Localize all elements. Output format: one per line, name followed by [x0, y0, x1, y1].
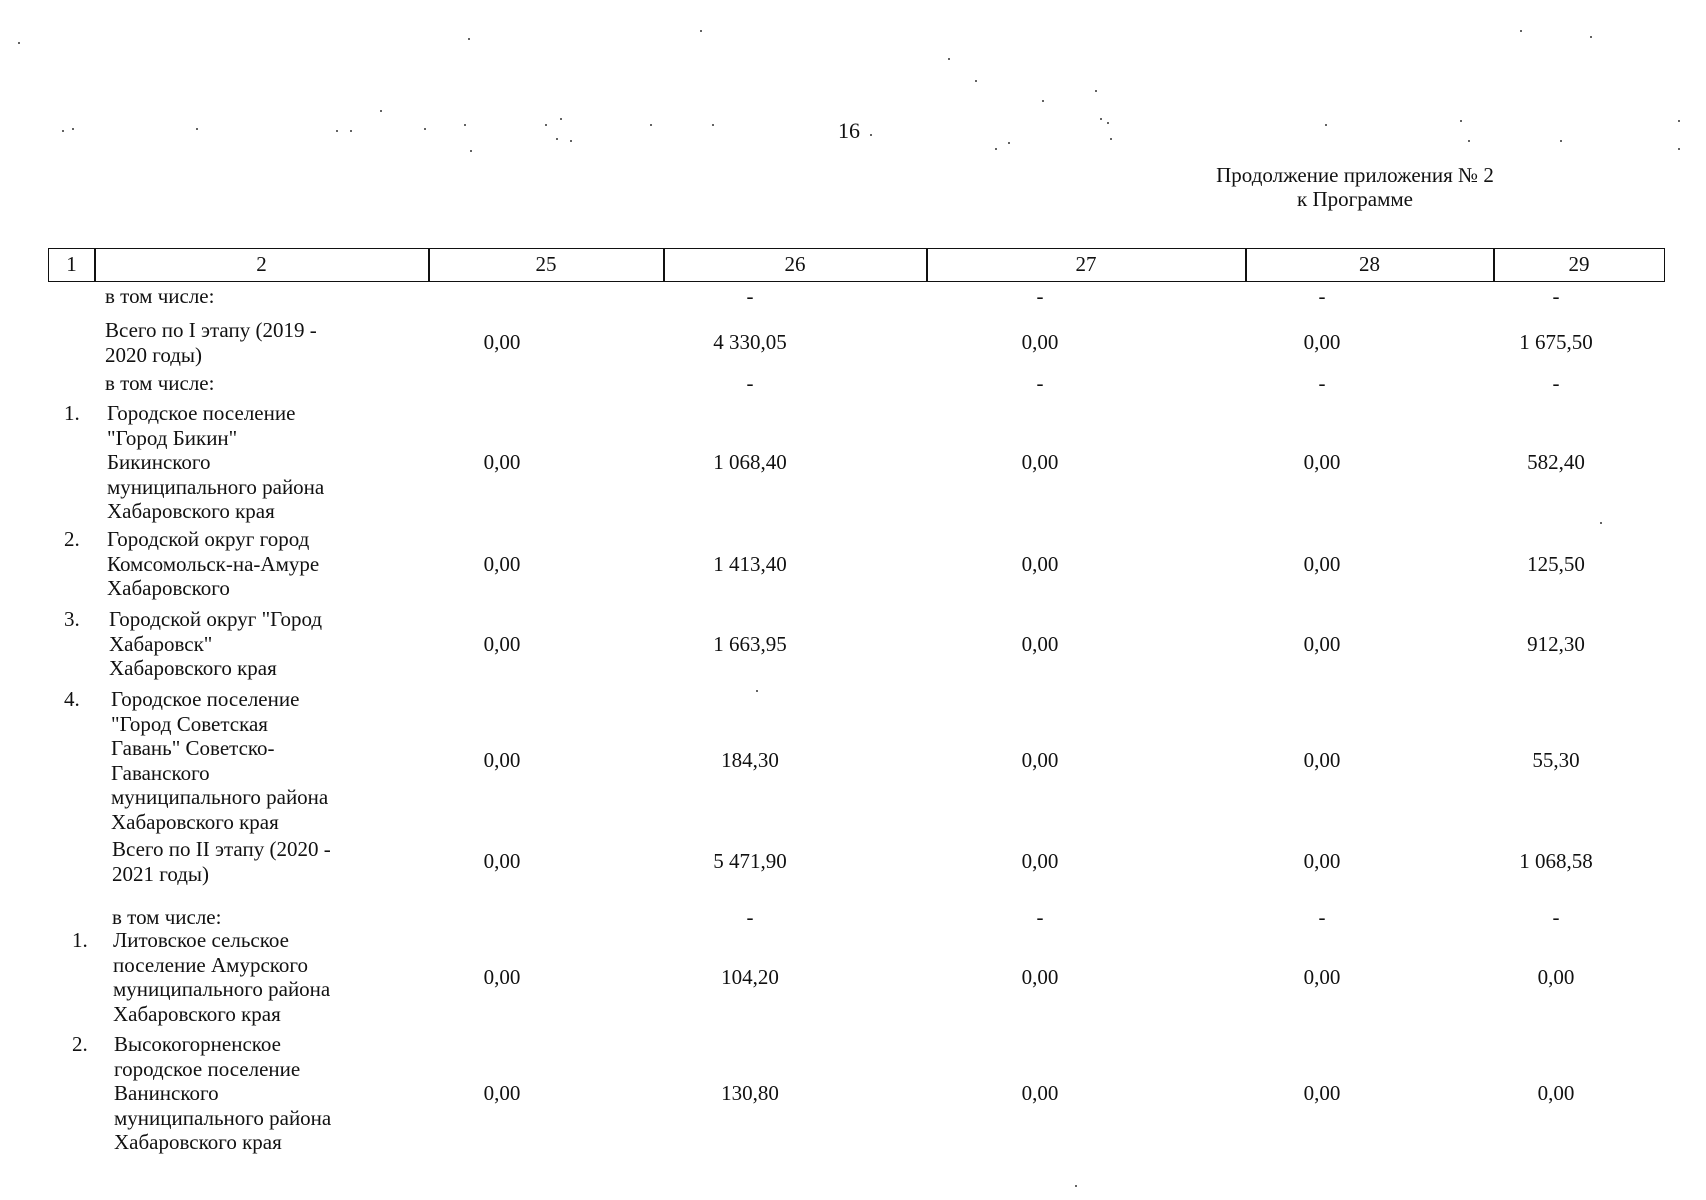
scan-speck: [1560, 140, 1562, 142]
row-label-line: Хабаровского: [107, 576, 230, 600]
scan-speck: [380, 110, 382, 112]
appendix-title-line-2: к Программе: [1297, 187, 1413, 211]
value-col-28: 0,00: [1303, 551, 1341, 576]
value-col-27: 0,00: [1021, 551, 1059, 576]
value-col-29: -: [1552, 905, 1560, 929]
row-label-line: городское поселение: [114, 1056, 301, 1081]
scan-speck: [1520, 30, 1522, 32]
scan-speck: [1095, 90, 1097, 92]
value-col-29: 912,30: [1527, 631, 1585, 656]
scan-speck: [756, 690, 758, 692]
scan-speck: [1100, 118, 1102, 120]
scan-speck: [1008, 142, 1010, 144]
scan-speck: [1590, 36, 1592, 38]
value-col-25: 0,00: [483, 551, 521, 576]
row-label: [109, 607, 322, 681]
scan-speck: [72, 128, 74, 130]
value-col-28: 0,00: [1303, 330, 1341, 355]
row-label: [112, 905, 221, 930]
value-col-29: 1 068,58: [1519, 849, 1593, 874]
row-label: [112, 837, 331, 886]
row-label-line: Хабаровского края: [113, 1001, 281, 1026]
scan-speck: [1678, 148, 1680, 150]
value-col-29: 125,50: [1527, 551, 1585, 576]
row-label-line: Хабаровского края: [114, 1130, 282, 1154]
value-col-25: 0,00: [483, 330, 521, 355]
row-label: [114, 1032, 331, 1155]
scan-speck: [336, 130, 338, 132]
value-col-29: 0,00: [1537, 1081, 1575, 1105]
value-col-27: -: [1036, 284, 1044, 308]
value-col-26: 4 330,05: [713, 330, 787, 355]
scan-speck: [870, 134, 872, 136]
value-col-29: 0,00: [1537, 964, 1575, 989]
value-col-27: 0,00: [1021, 849, 1059, 874]
row-label-line: Комсомольск-на-Амуре: [107, 551, 320, 576]
scan-speck: [545, 124, 547, 126]
row-label-line: муниципального района: [111, 785, 329, 809]
row-label-line: в том числе:: [112, 905, 222, 929]
value-col-28: 0,00: [1303, 1081, 1341, 1105]
row-label-line: в том числе:: [105, 284, 215, 308]
value-col-25: 0,00: [483, 631, 521, 656]
value-col-27: 0,00: [1021, 1081, 1059, 1105]
scan-speck: [350, 130, 352, 132]
scan-speck: [1460, 120, 1462, 122]
row-label: [105, 318, 317, 367]
value-col-28: 0,00: [1303, 849, 1341, 874]
value-col-28: 0,00: [1303, 748, 1341, 773]
value-col-26: 1 663,95: [713, 631, 787, 656]
value-col-25: 0,00: [483, 964, 521, 989]
row-label-line: Всего по I этапу (2019 -: [105, 318, 317, 342]
scan-speck: [196, 128, 198, 130]
row-label-line: Хабаровск": [109, 631, 213, 656]
value-col-29: -: [1552, 371, 1560, 395]
row-label-line: Городское поселение: [107, 401, 296, 425]
row-label-line: Бикинского: [107, 450, 211, 474]
scan-speck: [975, 80, 977, 82]
row-label-line: Городское поселение: [111, 687, 300, 711]
header-col-2: 2: [256, 252, 267, 276]
row-label-line: 2020 годы): [105, 342, 203, 367]
value-col-29: -: [1552, 284, 1560, 308]
value-col-27: 0,00: [1021, 964, 1059, 989]
row-label: [107, 527, 319, 601]
row-label-line: Хабаровского края: [111, 809, 279, 834]
value-col-28: 0,00: [1303, 450, 1341, 474]
scan-speck: [995, 148, 997, 150]
scan-speck: [1600, 522, 1602, 524]
value-col-26: 1 413,40: [713, 551, 787, 576]
header-col-28: 28: [1359, 252, 1380, 276]
scan-speck: [1325, 124, 1327, 126]
scan-speck: [1107, 122, 1109, 124]
row-label-line: Литовское сельское: [113, 928, 289, 952]
row-label-line: поселение Амурского: [113, 952, 309, 977]
value-col-25: 0,00: [483, 450, 521, 474]
scan-speck: [560, 118, 562, 120]
scan-speck: [468, 38, 470, 40]
header-col-1: 1: [66, 252, 77, 276]
value-col-28: 0,00: [1303, 964, 1341, 989]
scan-speck: [18, 42, 20, 44]
value-col-25: 0,00: [483, 748, 521, 773]
header-col-25: 25: [535, 252, 557, 276]
value-col-26: 130,80: [721, 1081, 779, 1105]
appendix-title: [1150, 163, 1560, 211]
scan-speck: [650, 124, 652, 126]
header-col-27: 27: [1075, 252, 1097, 276]
scan-speck: [1110, 138, 1112, 140]
row-label-line: муниципального района: [114, 1105, 332, 1130]
value-col-27: 0,00: [1021, 631, 1059, 656]
value-col-28: -: [1318, 905, 1326, 929]
row-label: [113, 928, 330, 1026]
row-label-line: муниципального района: [107, 474, 325, 499]
row-number: 4.: [64, 687, 80, 711]
row-number: 3.: [64, 607, 80, 631]
value-col-26: 184,30: [721, 748, 779, 773]
value-col-26: 1 068,40: [713, 450, 787, 474]
row-label: [105, 284, 214, 309]
header-col-26: 26: [784, 252, 806, 276]
row-label-line: Высокогорненское: [114, 1032, 281, 1056]
row-label-line: Городской округ "Город: [109, 607, 323, 631]
scan-speck: [1678, 120, 1680, 122]
value-col-27: -: [1036, 371, 1044, 395]
value-col-26: 5 471,90: [713, 849, 787, 874]
value-col-26: -: [746, 905, 754, 929]
value-col-27: -: [1036, 905, 1044, 929]
value-col-27: 0,00: [1021, 748, 1059, 773]
row-label-line: в том числе:: [105, 371, 215, 395]
value-col-27: 0,00: [1021, 450, 1059, 474]
scan-speck: [62, 130, 64, 132]
row-label-line: Хабаровского края: [109, 656, 277, 680]
row-label-line: 2021 годы): [112, 861, 210, 886]
value-col-26: 104,20: [721, 964, 779, 989]
row-label-line: муниципального района: [113, 977, 331, 1001]
value-col-28: -: [1318, 284, 1326, 308]
value-col-26: -: [746, 284, 754, 308]
row-label-line: "Город Бикин": [107, 425, 238, 450]
value-col-29: 582,40: [1527, 450, 1585, 474]
header-col-29: 29: [1568, 252, 1590, 276]
scan-speck: [556, 138, 558, 140]
scan-speck: [712, 124, 714, 126]
appendix-title-line-1: Продолжение приложения № 2: [1216, 163, 1494, 187]
value-col-27: 0,00: [1021, 330, 1059, 355]
row-label: [107, 401, 324, 524]
value-col-29: 1 675,50: [1519, 330, 1593, 355]
scan-speck: [1468, 140, 1470, 142]
row-label-line: "Город Советская: [111, 711, 268, 736]
row-number: 1.: [64, 401, 80, 425]
column-header-row: [48, 248, 1665, 282]
scan-speck: [470, 150, 472, 152]
row-number: 2.: [72, 1032, 88, 1056]
scan-speck: [700, 30, 702, 32]
row-label: [105, 371, 214, 396]
scan-speck: [570, 140, 572, 142]
row-number: 2.: [64, 527, 80, 551]
value-col-29: 55,30: [1532, 748, 1580, 773]
row-label-line: Всего по II этапу (2020 -: [112, 837, 331, 861]
scan-speck: [464, 124, 466, 126]
scan-speck: [1042, 100, 1044, 102]
value-col-26: -: [746, 371, 754, 395]
row-number: 1.: [72, 928, 88, 952]
row-label: [111, 687, 328, 834]
scan-speck: [1075, 1185, 1077, 1187]
value-col-25: 0,00: [483, 849, 521, 874]
row-label-line: Ванинского: [114, 1081, 219, 1105]
value-col-25: 0,00: [483, 1081, 521, 1105]
row-label-line: Хабаровского края: [107, 499, 275, 523]
page-number: 16: [838, 118, 860, 143]
row-label-line: Гаванского: [111, 760, 210, 785]
row-label-line: Городской округ город: [107, 527, 310, 551]
scan-speck: [424, 128, 426, 130]
value-col-28: -: [1318, 371, 1326, 395]
value-col-28: 0,00: [1303, 631, 1341, 656]
scan-speck: [948, 58, 950, 60]
row-label-line: Гавань" Советско-: [111, 736, 275, 760]
